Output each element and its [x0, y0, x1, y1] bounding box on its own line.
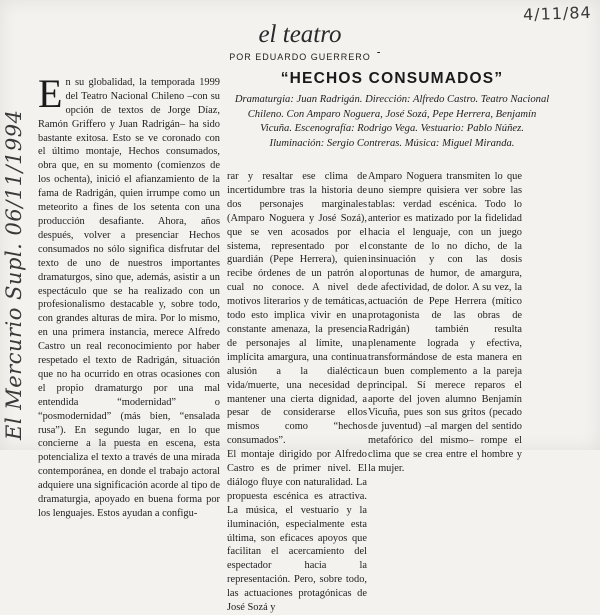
drop-cap: E	[38, 70, 63, 116]
handwritten-date: 4/11/84	[523, 2, 593, 25]
section-title: el teatro	[258, 21, 342, 48]
column-1-text: n su globalidad, la temporada 1999 del Teatro Nacional Chileno –con su opción de textos de Jorge Díaz, Ramón Griffero y Juan Radrigán– ha sido bastante exitosa. Esto se ve coronado con el último montaje, Hechos consumados, obra que, en su momento (comienzos de los ochenta), inició el afianzamiento de la fama de Radrigán, quien irrumpe como un meteorito a fines de los setenta con una producción desafiante. Ahora, años después, volver a presenciar Hechos consumados no sólo significa disfrutar del texto de uno de nuestros importantes dramaturgos, sino que, además, asistir a un espectáculo que se ha realizado con un profesionalismo destacable y, sobre todo, con grandes alturas de mira. Por lo mismo, en una primera instancia, merece Alfredo Castro un real reconocimiento por haber respetado el texto de Radrigán, situación que no ha ocurrido en otras ocasiones con el propio dramaturgo por una mal entendida “modernidad” o “posmodernidad” (más bien, “ensalada rusa”). En segundo lugar, en lo que concierne a la puesta en escena, esta potencializa el texto a través de una mirada contemporánea, en donde el trabajo actoral adquiere una significación acorde al tipo de dramaturgia, apoyado en buena forma por los lenguajes. Estos ayudan a configu-	[38, 76, 220, 519]
byline: POR EDUARDO GUERRERO	[223, 52, 377, 62]
handwritten-source-note: El Mercurio Supl. 06/11/1994	[2, 109, 26, 440]
article-column-1	[38, 62, 220, 521]
article-column-3: Amparo Noguera transmiten lo que uno siempre quisiera ver sobre las tablas: verdad escénica. Todo lo anterior es matizado por la fidelidad hacia el lenguaje, con un juego constante de lo no dicho, de la insinuación y con las dosis oportunas de humor, de amargura, de afectividad, de dolor. A su vez, la actuación de Pepe Herrera (mítico protagonista de las obras de Radrigán) también resulta plenamente lograda y efectiva, transformándose de esta manera en un buen complemento a la pareja principal. Sí merece reparos el aporte del joven alumno Benjamín Vicuña, pues son sus gritos (pecado de juventud) –al margen del sentido metafórico del mismo– rompe el clima que se crea entre el hombre y la mujer.	[368, 171, 522, 475]
production-credits: Dramaturgia: Juan Radrigán. Dirección: Alfredo Castro. Teatro Nacional Chileno. Con Amparo Noguera, José Sozá, Pepe Herrera, Benjamín Vicuña. Escenografía: Rodrigo Vega. Vestuario: Pablo Núñez. Iluminación: Sergio Contreras. Música: Miguel Miranda.	[234, 94, 550, 149]
article-column-2: rar y resaltar ese clima de incertidumbre tras la historia de dos personajes marginales (Amparo Noguera y José Sozá), que se ven acosados por el sistema, representado por el guardián (Pepe Herrera), quien recibe órdenes de un patrón al cual no conoce. A nivel de motivos literarios y de temáticas, todo esto implica vivir en una constante amenaza, la presencia de personajes al límite, una implícita amargura, una continua alusión a la dialéctica vida/muerte, una necesidad de mantener una cierta dignidad, a pesar de considerarse ellos mismos como “hechos consumados”. El montaje dirigido por Alfredo Castro es de primer nivel. El diálogo fluye con naturalidad. La propuesta escénica es atractiva. La música, el vestuario y la iluminación, especialmente esta última, son eficaces apoyos que facilitan el acercamiento del espectador hacia la representación. Pero, sobre todo, las actuaciones protagónicas de José Sozá y	[227, 171, 367, 614]
article-headline: “HECHOS CONSUMADOS”	[280, 70, 504, 87]
